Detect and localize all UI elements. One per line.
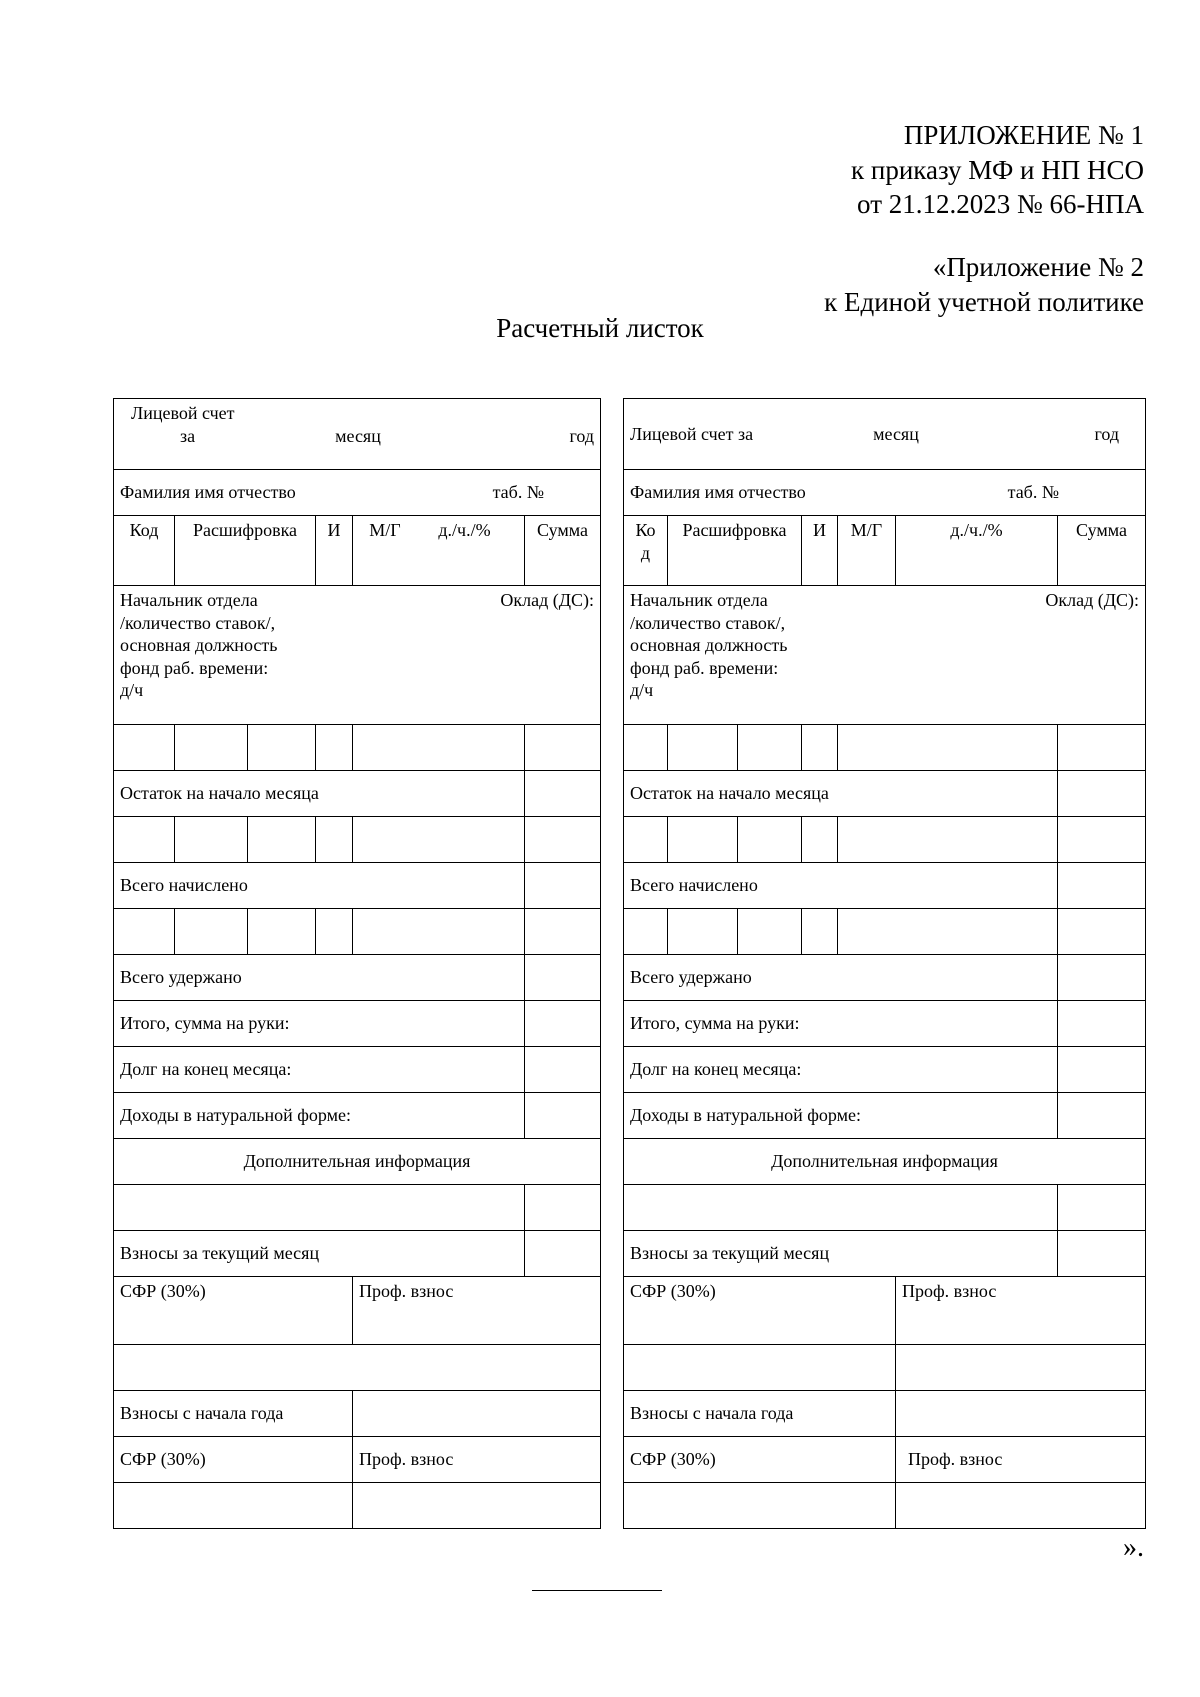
policy-header	[824, 250, 1144, 319]
total-withheld-value	[525, 955, 601, 1001]
income-in-kind-value	[1058, 1093, 1146, 1139]
total-withheld-row	[624, 955, 1146, 1001]
position-row	[114, 586, 601, 725]
debt-end-row	[114, 1047, 601, 1093]
rates-count: /количество ставок/,	[120, 612, 276, 633]
col-code: Код	[114, 516, 175, 586]
fio-label: Фамилия имя отчество	[630, 482, 806, 503]
total-withheld-row	[114, 955, 601, 1001]
sfr-year-label: СФР (30%)	[624, 1437, 896, 1483]
balance-start-value	[1058, 771, 1146, 817]
col-sum: Сумма	[525, 516, 601, 586]
month-label: месяц	[335, 425, 381, 446]
sfr-year-label: СФР (30%)	[114, 1437, 353, 1483]
empty-row	[114, 909, 601, 955]
bottom-divider	[532, 1590, 662, 1591]
columns-header-row	[624, 516, 1146, 586]
month-label: месяц	[873, 423, 919, 444]
net-pay-value	[525, 1001, 601, 1047]
order-date: от 21.12.2023 № 66-НПА	[857, 189, 1144, 220]
contrib-month-row	[624, 1231, 1146, 1277]
prof-year-label: Проф. взнос	[896, 1437, 1146, 1483]
debt-end-value	[525, 1047, 601, 1093]
balance-start-row	[114, 771, 601, 817]
debt-end-label: Долг на конец месяца:	[114, 1047, 525, 1093]
contrib-year-value	[353, 1391, 601, 1437]
position-row	[624, 586, 1146, 725]
contrib-month-label: Взносы за текущий месяц	[114, 1231, 525, 1277]
debt-end-row	[624, 1047, 1146, 1093]
tab-number-label: таб. №	[1007, 482, 1060, 503]
prof-month-label: Проф. взнос	[896, 1277, 1146, 1345]
income-in-kind-label: Доходы в натуральной форме:	[114, 1093, 525, 1139]
total-accrued-value	[525, 863, 601, 909]
contrib-year-label: Взносы с начала года	[114, 1391, 353, 1437]
year-label: год	[569, 425, 595, 446]
income-in-kind-row	[114, 1093, 601, 1139]
policy-reference: к Единой учетной политике	[824, 286, 1144, 317]
additional-info-row	[114, 1139, 601, 1185]
balance-start-row	[624, 771, 1146, 817]
additional-info-empty-row	[624, 1185, 1146, 1231]
col-mg: М/Г	[838, 516, 896, 586]
contrib-year-value	[896, 1391, 1146, 1437]
fio-row	[624, 470, 1146, 516]
net-pay-value	[1058, 1001, 1146, 1047]
work-time-fund: фонд раб. времени:	[630, 657, 779, 678]
account-row	[624, 399, 1146, 470]
contrib-month-empty-row	[624, 1345, 1146, 1391]
rates-count: /количество ставок/,	[630, 612, 786, 633]
contrib-month-value	[525, 1231, 601, 1277]
balance-start-label: Остаток на начало месяца	[114, 771, 525, 817]
additional-info-label: Дополнительная информация	[114, 1139, 601, 1185]
empty-row	[624, 725, 1146, 771]
contrib-month-row	[114, 1231, 601, 1277]
order-reference: к приказу МФ и НП НСО	[851, 154, 1144, 185]
year-label: год	[1094, 423, 1120, 444]
total-withheld-label: Всего удержано	[114, 955, 525, 1001]
contrib-month-value	[1058, 1231, 1146, 1277]
contrib-month-label: Взносы за текущий месяц	[624, 1231, 1058, 1277]
main-position: основная должность	[630, 635, 788, 655]
contrib-month-split-row	[624, 1277, 1146, 1345]
main-position: основная должность	[120, 635, 278, 655]
prof-year-label: Проф. взнос	[353, 1437, 601, 1483]
total-accrued-value	[1058, 863, 1146, 909]
net-pay-row	[624, 1001, 1146, 1047]
sfr-month-label: СФР (30%)	[624, 1277, 896, 1345]
fio-label: Фамилия имя отчество	[120, 482, 296, 503]
contrib-year-split-row	[114, 1437, 601, 1483]
col-decoding: Расшифровка	[175, 516, 316, 586]
net-pay-row	[114, 1001, 601, 1047]
col-code: Ко д	[624, 516, 668, 586]
columns-header-row	[114, 516, 601, 586]
days-hours: д/ч	[120, 680, 144, 700]
prof-month-label: Проф. взнос	[353, 1277, 601, 1345]
net-pay-label: Итого, сумма на руки:	[114, 1001, 525, 1047]
balance-start-value	[525, 771, 601, 817]
total-accrued-row	[114, 863, 601, 909]
policy-appendix-number: «Приложение № 2	[932, 252, 1144, 282]
income-in-kind-label: Доходы в натуральной форме:	[624, 1093, 1058, 1139]
debt-end-label: Долг на конец месяца:	[624, 1047, 1058, 1093]
sfr-month-label: СФР (30%)	[114, 1277, 353, 1345]
col-dchp: д./ч./%	[438, 520, 491, 540]
col-i: И	[316, 516, 353, 586]
fio-row	[114, 470, 601, 516]
total-accrued-label: Всего начислено	[114, 863, 525, 909]
total-withheld-label: Всего удержано	[624, 955, 1058, 1001]
empty-row	[114, 725, 601, 771]
col-dchp: д./ч./%	[896, 516, 1058, 586]
additional-info-label: Дополнительная информация	[624, 1139, 1146, 1185]
col-i: И	[802, 516, 838, 586]
contrib-month-split-row	[114, 1277, 601, 1345]
page-title: Расчетный листок	[496, 313, 704, 343]
contrib-year-row	[114, 1391, 601, 1437]
work-time-fund: фонд раб. времени:	[120, 657, 269, 678]
position-title: Начальник отдела	[630, 590, 768, 610]
payslip-right	[623, 398, 1145, 1529]
account-row	[114, 399, 601, 470]
contrib-year-split-row	[624, 1437, 1146, 1483]
salary-label: Оклад (ДС):	[1045, 590, 1140, 610]
empty-row	[624, 909, 1146, 955]
appendix-number: ПРИЛОЖЕНИЕ № 1	[903, 120, 1144, 150]
contrib-year-row	[624, 1391, 1146, 1437]
debt-end-value	[1058, 1047, 1146, 1093]
income-in-kind-value	[525, 1093, 601, 1139]
appendix-header	[851, 118, 1144, 222]
col-sum: Сумма	[1058, 516, 1146, 586]
contrib-year-empty-row	[114, 1483, 601, 1529]
for-label: за	[180, 425, 196, 446]
col-decoding: Расшифровка	[668, 516, 802, 586]
contrib-month-empty-row	[114, 1345, 601, 1391]
contrib-year-label: Взносы с начала года	[624, 1391, 896, 1437]
salary-label: Оклад (ДС):	[500, 590, 595, 610]
total-withheld-value	[1058, 955, 1146, 1001]
total-accrued-label: Всего начислено	[624, 863, 1058, 909]
additional-info-empty-row	[114, 1185, 601, 1231]
days-hours: д/ч	[630, 680, 654, 700]
col-mg: М/Г	[369, 520, 401, 540]
account-label: Лицевой счет за	[630, 423, 754, 444]
closing-quote: ».	[1123, 1532, 1144, 1563]
additional-info-row	[624, 1139, 1146, 1185]
payslip-left	[113, 398, 600, 1529]
empty-row	[114, 817, 601, 863]
tab-number-label: таб. №	[492, 482, 545, 503]
empty-row	[624, 817, 1146, 863]
net-pay-label: Итого, сумма на руки:	[624, 1001, 1058, 1047]
balance-start-label: Остаток на начало месяца	[624, 771, 1058, 817]
account-label: Лицевой счет	[131, 403, 235, 423]
income-in-kind-row	[624, 1093, 1146, 1139]
total-accrued-row	[624, 863, 1146, 909]
contrib-year-empty-row	[624, 1483, 1146, 1529]
position-title: Начальник отдела	[120, 590, 258, 610]
